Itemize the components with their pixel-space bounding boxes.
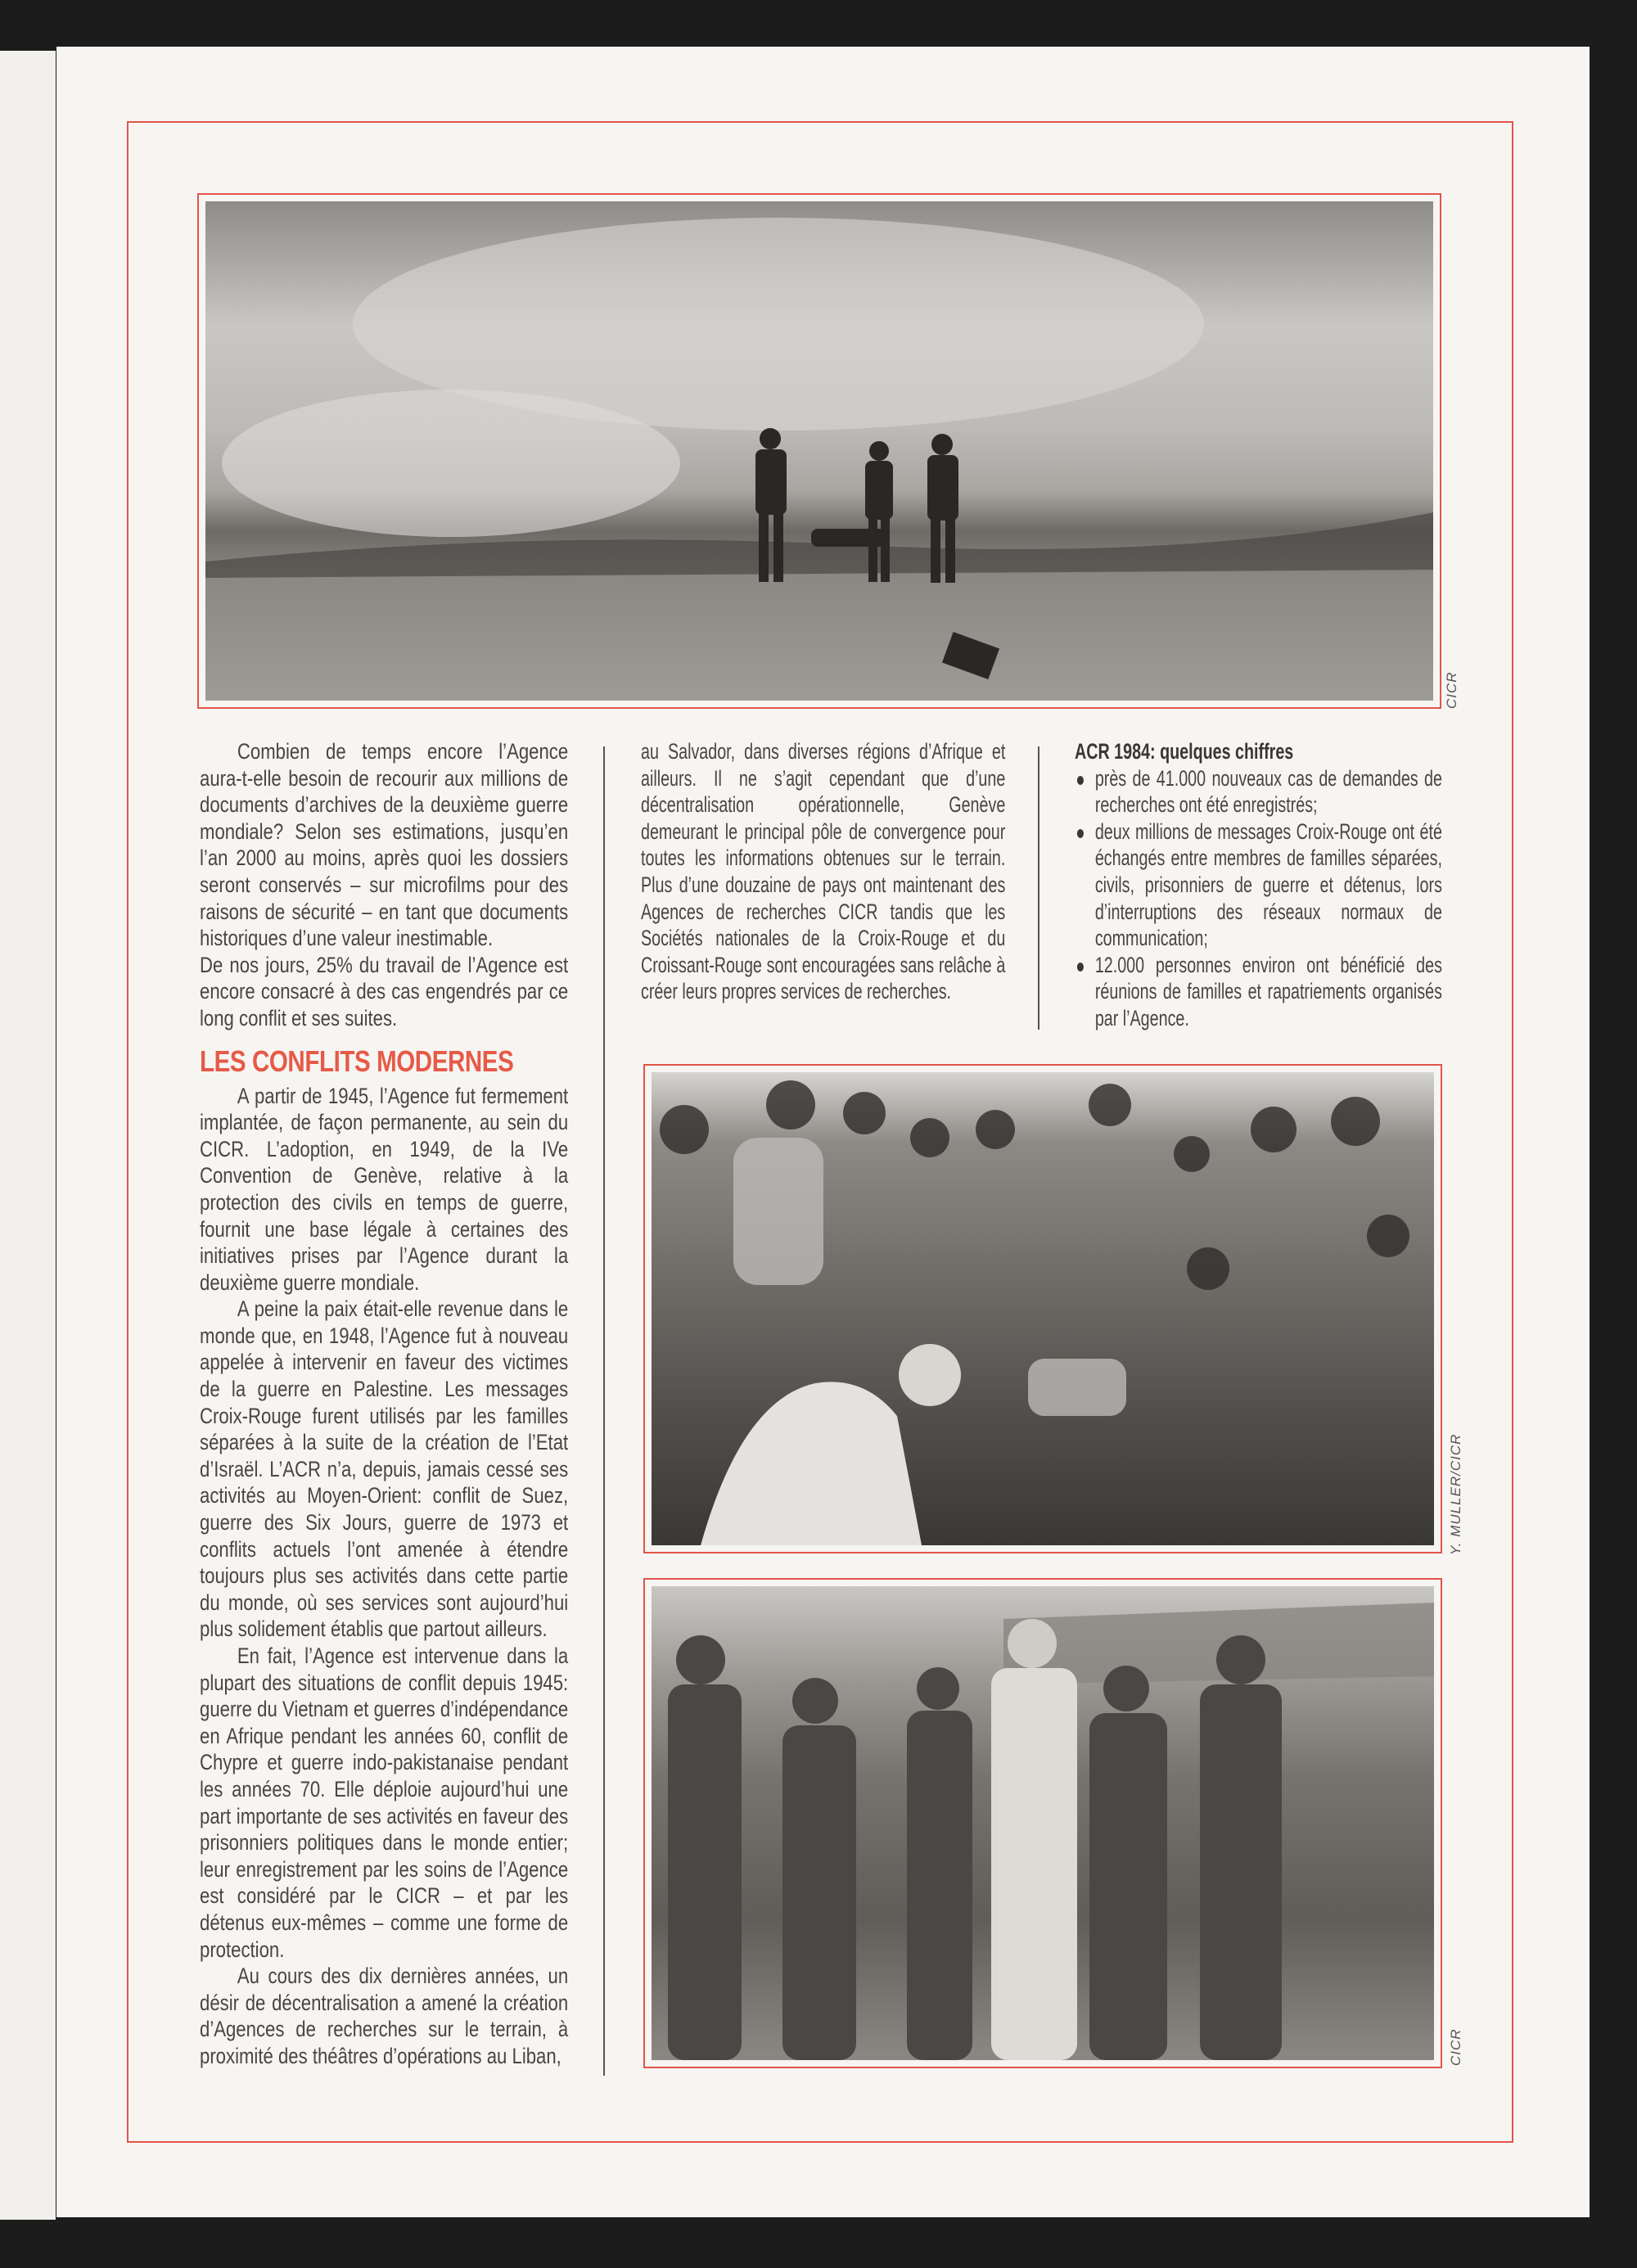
figures-item: 12.000 personnes environ ont bénéficié des réunions de familles et rapatriements organisés par l’Agence. bbox=[1075, 952, 1442, 1032]
photo-credit-bottom: CICR bbox=[1448, 2028, 1463, 2066]
photo-scene-illustration bbox=[205, 201, 1433, 701]
section-heading: LES CONFLITS MODERNES bbox=[200, 1044, 514, 1078]
article-column-1 bbox=[200, 738, 568, 2070]
photo-soldiers-stretcher bbox=[197, 193, 1441, 709]
article-paragraph: Au cours des dix dernières années, un désir de décentralisation a amené la création d’Agences de recherches sur le terrain, à proximité des théâtres d’opérations au Liban, bbox=[200, 1964, 569, 2068]
photo-scene-illustration bbox=[652, 1072, 1434, 1545]
article-paragraph: Combien de temps encore l’Agence aura-t-elle besoin de recourir aux millions de documents d’archives de la deuxième guerre mondiale? Selon ses estimations, jusqu’en l’an 2000 au moins, après quoi les dossiers seront conservés – sur microfilms pour des raisons de sécurité – en tant que documents historiques d’une valeur inestimable. bbox=[200, 739, 569, 951]
article-paragraph: A partir de 1945, l’Agence fut fermement implantée, de façon permanente, au sein du CICR. L’adoption, en 1949, de la IVe Convention de Genève, relative à la protection des civils en temps de guerre, fournit une base légale à certaines des initiatives prises par l’Agence durant la deuxième guerre mondiale. bbox=[200, 1083, 569, 1295]
photo-scene-illustration bbox=[652, 1586, 1434, 2060]
article-paragraph: au Salvador, dans diverses régions d’Afrique et ailleurs. Il ne s’agit cependant que d’une décentralisation opérationnelle, Genève demeurant le principal pôle de convergence pour toutes les informations obtenues sur le terrain. Plus d’une douzaine de pays ont maintenant des Agences de recherches CICR tandis que les Sociétés nationales de la Croix-Rouge et du Croissant-Rouge sont encouragées sans relâche à créer leurs propres services de recherches. bbox=[641, 739, 1006, 1004]
photo-credit-middle: Y. MULLER/CICR bbox=[1448, 1433, 1463, 1555]
figures-item: deux millions de messages Croix-Rouge ont été échangés entre membres de familles séparées, civils, prisonniers de guerre et détenus, lors d’interruptions des réseaux normaux de communication; bbox=[1075, 818, 1442, 952]
column-divider bbox=[1038, 746, 1039, 1030]
article-paragraph: De nos jours, 25% du travail de l’Agence est encore consacré à des cas engendrés par ce long conflit et ses suites. bbox=[200, 952, 569, 1030]
article-paragraph: En fait, l’Agence est intervenue dans la plupart des situations de conflit depuis 1945: guerre du Vietnam et guerres d’indépendance en Afrique pendant les années 60, conflit de Chypre et guerre indo-pakistanaise pendant les années 70. Elle déploie aujourd’hui une part importante de ses activités en faveur des prisonniers politiques dans le monde entier; leur enregistrement par les soins de l’Agence est considéré par le CICR – et par les détenus eux-mêmes – comme une forme de protection. bbox=[200, 1644, 569, 1962]
adjacent-page-edge bbox=[0, 51, 56, 2220]
figures-item: près de 41.000 nouveaux cas de demandes de recherches ont été enregistrés; bbox=[1075, 765, 1442, 818]
column-divider bbox=[603, 746, 605, 2076]
figures-box-title: ACR 1984: quelques chiffres bbox=[1075, 739, 1294, 764]
photo-credit-top: CICR bbox=[1444, 671, 1459, 709]
photo-delegate-with-prisoners bbox=[643, 1578, 1442, 2068]
figures-box bbox=[1075, 738, 1442, 1032]
article-paragraph: A peine la paix était-elle revenue dans le monde que, en 1948, l’Agence fut à nouveau appelée à intervenir en faveur des victimes de la guerre en Palestine. Les messages Croix-Rouge furent utilisés par les familles séparées à la suite de la création de l’Etat d’Israël. L’ACR n’a, depuis, jamais cessé ses activités au Moyen-Orient: conflit de Suez, guerre des Six Jours, guerre de 1973 et conflits actuels l’ont amenée à étendre toujours plus ses activités dans cette partie du monde, où ses services sont aujourd’hui plus solidement établis que partout ailleurs. bbox=[200, 1296, 569, 1642]
article-column-2 bbox=[641, 738, 1005, 1005]
photo-refugee-children bbox=[643, 1064, 1442, 1553]
